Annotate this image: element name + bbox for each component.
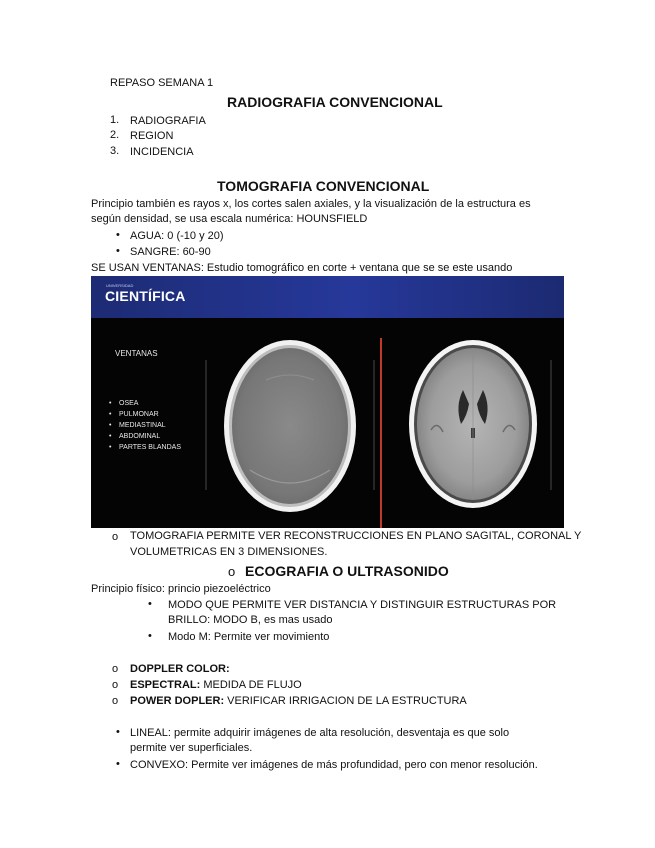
- power-doppler-item: POWER DOPLER: VERIFICAR IRRIGACION DE LA ESTRUCTURA: [130, 695, 467, 707]
- ecografia-title: ECOGRAFIA O ULTRASONIDO: [245, 563, 449, 579]
- bone-window-ct-image: [196, 320, 386, 528]
- ct-windows-figure: [91, 276, 564, 528]
- list-item: INCIDENCIA: [130, 146, 194, 158]
- mode-line1: MODO QUE PERMITE VER DISTANCIA Y DISTINGUIR ESTRUCTURAS POR: [168, 599, 557, 611]
- espectral-item: ESPECTRAL: MEDIDA DE FLUJO: [130, 679, 302, 691]
- list-number: 1.: [110, 114, 120, 126]
- document-header: REPASO SEMANA 1: [110, 77, 214, 89]
- reconstruction-line1: TOMOGRAFIA PERMITE VER RECONSTRUCCIONES EN PLANO SAGITAL, CORONAL Y: [130, 530, 582, 542]
- bullet-dot: •: [116, 726, 120, 738]
- lineal-line2: permite ver superficiales.: [130, 742, 253, 754]
- list-item: SANGRE: 60-90: [130, 246, 211, 258]
- mode-line2: BRILLO: MODO B, es mas usado: [168, 614, 333, 626]
- list-item: RADIOGRAFIA: [130, 115, 206, 127]
- tomografia-principle-line1: Principio también es rayos x, los cortes salen axiales, y la visualización de la estructura es: [91, 198, 531, 210]
- bullet-dot: •: [116, 245, 120, 257]
- bullet-circle: o: [112, 679, 119, 691]
- list-item: • ABDOMINAL: [109, 433, 161, 440]
- bullet-dot: •: [116, 758, 120, 770]
- list-item: • MEDIASTINAL: [109, 422, 166, 429]
- figure-title: VENTANAS: [115, 349, 158, 358]
- list-item: • PARTES BLANDAS: [109, 444, 181, 451]
- window-divider-line: [380, 338, 382, 528]
- bullet-circle: o: [112, 663, 119, 675]
- figure-window-list: [109, 398, 181, 453]
- reconstruction-line2: VOLUMETRICAS EN 3 DIMENSIONES.: [130, 546, 328, 558]
- convexo-line: CONVEXO: Permite ver imágenes de más profundidad, pero con menor resolución.: [130, 759, 538, 771]
- bullet-dot: •: [148, 630, 152, 642]
- ecografia-principle: Principio físico: princio piezoeléctrico: [91, 583, 271, 595]
- tomografia-principle-line2: según densidad, se usa escala numérica: HOUNSFIELD: [91, 213, 368, 225]
- list-item: • PULMONAR: [109, 411, 159, 418]
- mode-m-line: Modo M: Permite ver movimiento: [168, 631, 330, 643]
- list-item: AGUA: 0 (-10 y 20): [130, 230, 224, 242]
- brain-window-ct-image: [391, 320, 564, 528]
- windows-line: SE USAN VENTANAS: Estudio tomográfico en corte + ventana que se se este usando: [91, 262, 513, 274]
- lineal-line1: LINEAL: permite adquirir imágenes de alta resolución, desventaja es que solo: [130, 727, 510, 739]
- tomografia-title: TOMOGRAFIA CONVENCIONAL: [217, 178, 430, 194]
- bullet-circle: o: [112, 531, 119, 543]
- list-number: 2.: [110, 129, 120, 141]
- bullet-circle: o: [112, 695, 119, 707]
- list-item: • OSEA: [109, 400, 139, 407]
- university-logo: CIENTÍFICA: [105, 288, 186, 304]
- doppler-color-item: DOPPLER COLOR:: [130, 663, 230, 675]
- bullet-dot: •: [148, 598, 152, 610]
- list-item: REGION: [130, 130, 174, 142]
- university-logo-small: UNIVERSIDAD: [106, 283, 134, 288]
- bullet-circle: o: [228, 564, 236, 579]
- bullet-dot: •: [116, 229, 120, 241]
- radiografia-title: RADIOGRAFIA CONVENCIONAL: [227, 94, 443, 110]
- list-number: 3.: [110, 145, 120, 157]
